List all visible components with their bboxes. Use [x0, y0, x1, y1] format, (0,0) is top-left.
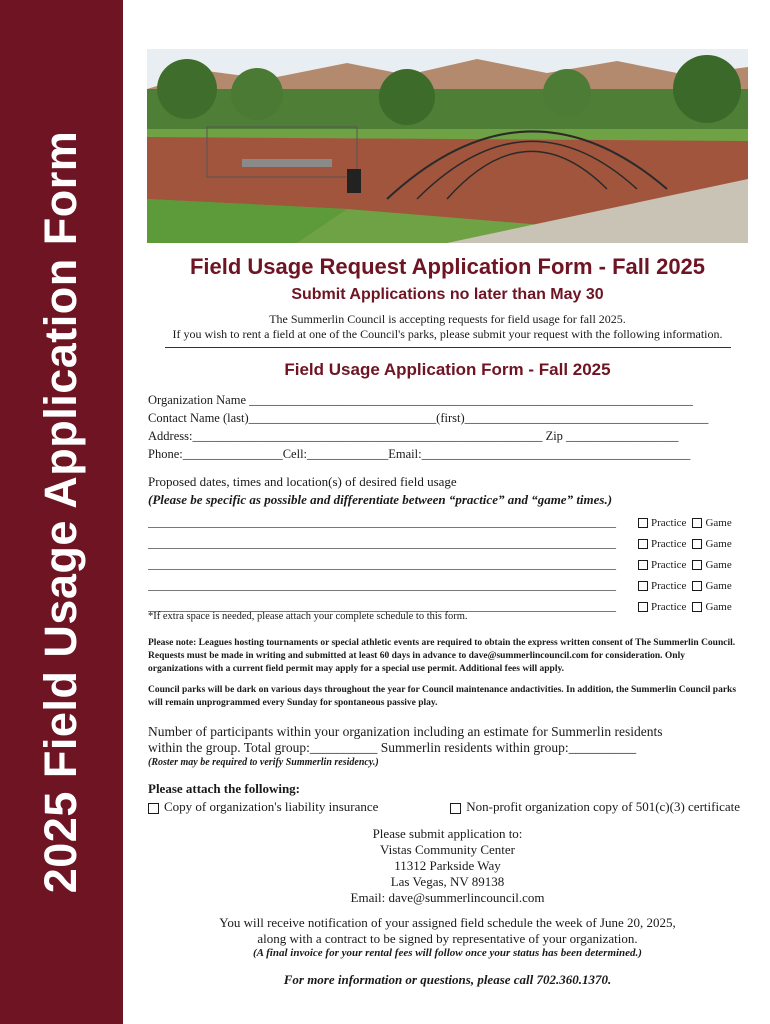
- game-checkbox[interactable]: [692, 560, 702, 570]
- dates-intro: [148, 473, 738, 509]
- sidebar-band: [0, 0, 123, 1024]
- submission-venue: Vistas Community Center: [380, 842, 515, 857]
- participants-section: [148, 724, 748, 756]
- contact-note: For more information or questions, please call 702.360.1370.: [283, 972, 612, 987]
- game-checkbox[interactable]: [692, 539, 702, 549]
- submission-intro: Please submit application to:: [372, 826, 523, 841]
- page-title: Field Usage Request Application Form - Fall 2025: [189, 254, 706, 279]
- notify-line-2: along with a contract to be signed by representative of your organization.: [257, 931, 638, 946]
- participants-line-1: Number of participants within your organization including an estimate for Summerlin residents: [148, 724, 663, 739]
- practice-checkbox[interactable]: [638, 518, 648, 528]
- practice-label: Practice: [651, 600, 687, 613]
- attach-items: [148, 798, 748, 816]
- game-checkbox[interactable]: [692, 518, 702, 528]
- game-label: Game: [705, 516, 732, 529]
- contact-fields: [148, 391, 733, 463]
- submission-city: Las Vegas, NV 89138: [390, 874, 505, 889]
- game-label: Game: [705, 579, 732, 592]
- phone-field[interactable]: Phone:________________Cell:_____________Email:___________________________________________: [148, 447, 691, 461]
- roster-note: (Roster may be required to verify Summerlin residency.): [148, 757, 379, 768]
- tournament-note: Please note: Leagues hosting tournaments or special athletic events are required to obtain the express written consent of The Summerlin Council. Requests must be made in writing and submitted at least 60 days in advance to dave@summerlincouncil.com for consideration. Only organizations with a current field permit may apply for a special use permit. Additional fees will apply.: [148, 638, 736, 674]
- maintenance-note: Council parks will be dark on various days throughout the year for Council maintenance andactivities. In addition, the Summerlin Council parks will remain unprogrammed every Sunday for spontaneous passive play.: [148, 685, 737, 708]
- nonprofit-checkbox[interactable]: [450, 803, 461, 814]
- attachments-section: [148, 780, 748, 816]
- practice-label: Practice: [651, 579, 687, 592]
- deadline-subtitle: Submit Applications no later than May 30: [291, 286, 604, 303]
- practice-checkbox[interactable]: [638, 539, 648, 549]
- submission-street: 11312 Parkside Way: [394, 858, 501, 873]
- game-label: Game: [705, 537, 732, 550]
- practice-label: Practice: [651, 516, 687, 529]
- practice-label: Practice: [651, 558, 687, 571]
- submission-address: [147, 826, 748, 906]
- dates-instruction: (Please be specific as possible and differentiate between “practice” and “game” times.): [148, 492, 613, 507]
- usage-row: [148, 575, 748, 596]
- contact-name-field[interactable]: Contact Name (last)______________________________(first)_______________________________________: [148, 411, 709, 425]
- usage-rows: [148, 512, 748, 617]
- notification-text: [147, 915, 748, 947]
- usage-row-field[interactable]: ______________________________________________________________________________: [148, 578, 616, 592]
- game-checkbox[interactable]: [692, 602, 702, 612]
- intro-text: [147, 312, 748, 342]
- organization-name-field[interactable]: Organization Name _______________________________________________________________________: [148, 393, 693, 407]
- game-label: Game: [705, 600, 732, 613]
- usage-row-field[interactable]: ______________________________________________________________________________: [148, 515, 616, 529]
- extra-space-note: *If extra space is needed, please attach your complete schedule to this form.: [148, 611, 468, 622]
- intro-line-2: If you wish to rent a field at one of the Council's parks, please submit your request with the following information.: [172, 327, 723, 341]
- practice-checkbox[interactable]: [638, 602, 648, 612]
- nonprofit-item: [450, 798, 740, 816]
- address-field[interactable]: Address:________________________________________________________ Zip __________________: [148, 429, 679, 443]
- ballfield-photo: [147, 49, 748, 243]
- intro-line-1: The Summerlin Council is accepting requests for field usage for fall 2025.: [269, 312, 626, 326]
- usage-row: [148, 554, 748, 575]
- usage-row: [148, 512, 748, 533]
- insurance-item: [148, 798, 378, 816]
- submission-email: Email: dave@summerlincouncil.com: [350, 890, 545, 905]
- notify-line-1: You will receive notification of your assigned field schedule the week of June 20, 2025,: [219, 915, 676, 930]
- divider: [165, 347, 731, 348]
- usage-row-field[interactable]: ______________________________________________________________________________: [148, 536, 616, 550]
- practice-checkbox[interactable]: [638, 581, 648, 591]
- insurance-checkbox[interactable]: [148, 803, 159, 814]
- dates-intro-text: Proposed dates, times and location(s) of desired field usage: [148, 474, 457, 489]
- attach-title: Please attach the following:: [148, 781, 301, 796]
- sidebar-title: 2025 Field Usage Application Form: [35, 130, 86, 894]
- game-label: Game: [705, 558, 732, 571]
- section-title: Field Usage Application Form - Fall 2025: [284, 360, 611, 379]
- usage-row-field[interactable]: ______________________________________________________________________________: [148, 557, 616, 571]
- nonprofit-label: Non-profit organization copy of 501(c)(3) certificate: [466, 799, 740, 814]
- practice-label: Practice: [651, 537, 687, 550]
- invoice-note: (A final invoice for your rental fees will follow once your status has been determined.): [253, 947, 642, 959]
- game-checkbox[interactable]: [692, 581, 702, 591]
- usage-row: [148, 533, 748, 554]
- insurance-label: Copy of organization's liability insurance: [164, 799, 379, 814]
- participants-line-2[interactable]: within the group. Total group:__________ Summerlin residents within group:__________: [148, 740, 637, 755]
- practice-checkbox[interactable]: [638, 560, 648, 570]
- usage-row-field[interactable]: ______________________________________________________________________________: [148, 599, 616, 613]
